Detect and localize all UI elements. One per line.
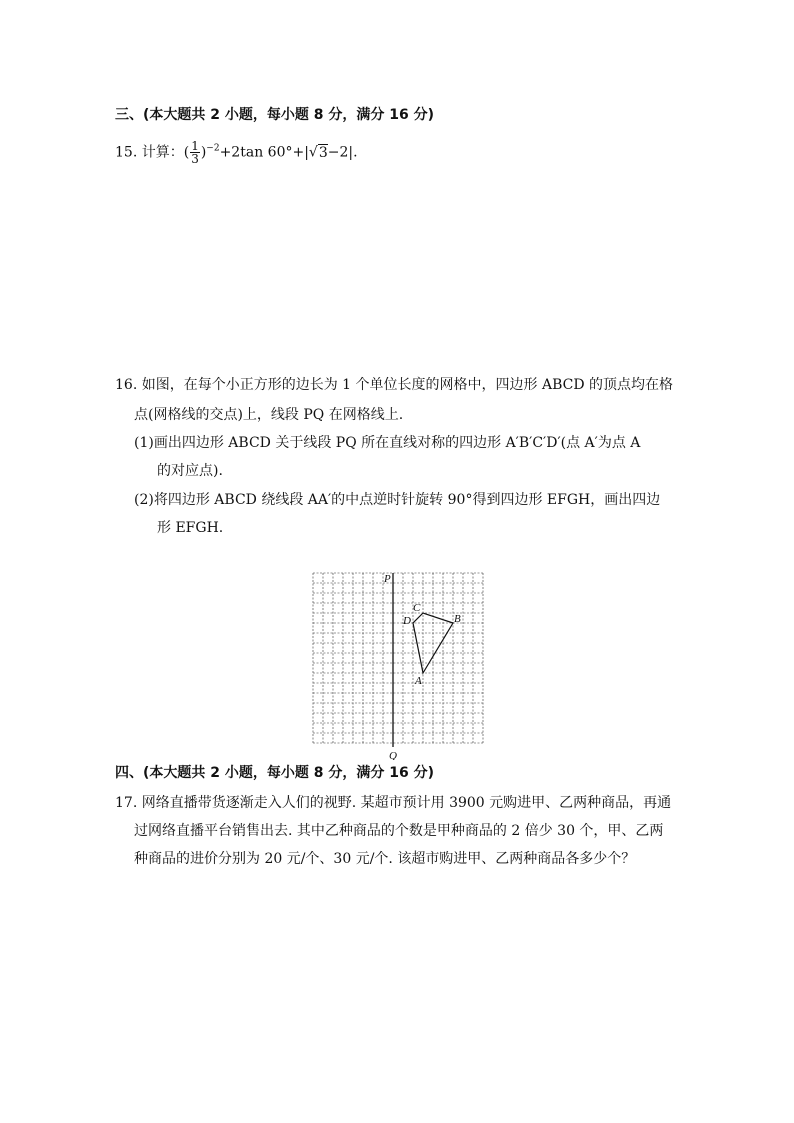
grid-figure — [300, 565, 500, 760]
label-p: P — [384, 573, 391, 585]
q17-line-3: 种商品的进价分别为 20 元/个、30 元/个. 该超市购进甲、乙两种商品各多少个？ — [134, 851, 636, 867]
q17-line-1: 17. 网络直播带货逐渐走入人们的视野. 某超市预计用 3900 元购进甲、乙两种商品，再通 — [115, 795, 672, 811]
q15-exponent: −2 — [206, 143, 220, 154]
q17-line-2: 过网络直播平台销售出去. 其中乙种商品的个数是甲种商品的 2 倍少 30 个，甲、乙两 — [134, 823, 664, 839]
q16-line-2: 点(网格线的交点)上，线段 PQ 在网格线上. — [134, 407, 404, 423]
q16-part2-line-2: 形 EFGH. — [157, 520, 224, 536]
section-4-header: 四、(本大题共 2 小题，每小题 8 分，满分 16 分) — [115, 765, 435, 781]
q15-prefix: 15. 计算：( — [115, 144, 190, 161]
label-d: D — [403, 615, 411, 627]
q15-sqrt-sign: √ — [308, 144, 318, 161]
q16-part1-line-1: (1)画出四边形 ABCD 关于线段 PQ 所在直线对称的四边形 A′B′C′D′(点 A′为点 A — [134, 435, 641, 451]
q15-suffix: −2|. — [327, 144, 358, 161]
q16-line-1: 16. 如图，在每个小正方形的边长为 1 个单位长度的网格中，四边形 ABCD 的顶点均在格 — [115, 377, 674, 393]
label-q: Q — [389, 750, 397, 760]
q15-frac-numerator: 1 — [191, 139, 199, 153]
q15-middle: +2tan 60°+| — [219, 144, 309, 161]
label-b: B — [454, 613, 461, 625]
q15-fraction — [190, 140, 200, 165]
label-a: A — [415, 675, 422, 687]
q16-part1-line-2: 的对应点). — [157, 463, 223, 479]
section-3-header: 三、(本大题共 2 小题，每小题 8 分，满分 16 分) — [115, 107, 435, 123]
grid-lines — [313, 573, 483, 743]
q15-radicand: 3 — [318, 144, 328, 161]
q15-frac-denominator: 3 — [191, 152, 199, 166]
q15-close-paren: ) — [200, 144, 207, 161]
q16-part2-line-1: (2)将四边形 ABCD 绕线段 AA′的中点逆时针旋转 90°得到四边形 EFGH，画出四边 — [134, 492, 661, 508]
question-15 — [115, 140, 358, 165]
label-c: C — [413, 602, 421, 614]
